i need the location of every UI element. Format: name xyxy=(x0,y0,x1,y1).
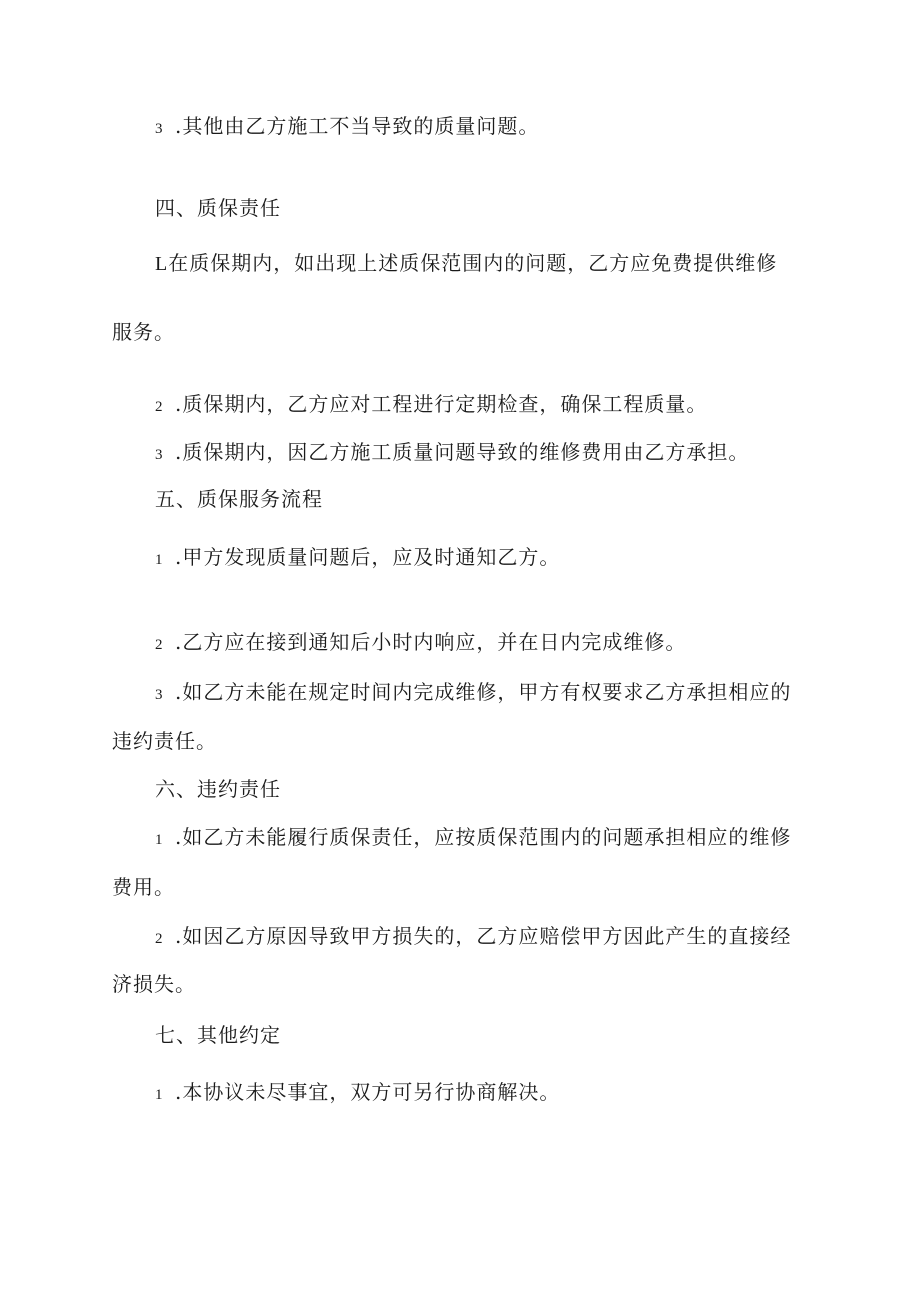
item-number: 1 xyxy=(155,552,164,568)
paragraph xyxy=(155,1078,560,1109)
item-number: 2 xyxy=(155,931,164,947)
section-heading: 六、违约责任 xyxy=(155,777,281,801)
item-number: 3 xyxy=(155,121,164,137)
paragraph xyxy=(155,249,777,278)
paragraph-text: .如因乙方原因导致甲方损失的，乙方应赔偿甲方因此产生的直接经 xyxy=(175,924,792,948)
paragraph-text: 在质保期内，如出现上述质保范围内的问题，乙方应免费提供维修 xyxy=(168,251,778,275)
section-heading: 七、其他约定 xyxy=(155,1023,281,1047)
paragraph-text: .其他由乙方施工不当导致的质量问题。 xyxy=(175,114,540,138)
item-number: 3 xyxy=(155,447,164,463)
paragraph-text: .如乙方未能履行质保责任，应按质保范围内的问题承担相应的维修 xyxy=(175,825,792,849)
item-number: L xyxy=(155,253,169,275)
paragraph-text: .如乙方未能在规定时间内完成维修，甲方有权要求乙方承担相应的 xyxy=(175,680,792,704)
paragraph-continuation: 费用。 xyxy=(112,875,175,899)
paragraph-text: .甲方发现质量问题后，应及时通知乙方。 xyxy=(175,545,561,569)
paragraph-continuation: 违约责任。 xyxy=(112,729,217,753)
paragraph-text: .质保期内，乙方应对工程进行定期检查，确保工程质量。 xyxy=(175,392,708,416)
section-heading: 四、质保责任 xyxy=(155,196,281,220)
item-number: 1 xyxy=(155,832,164,848)
section-heading: 五、质保服务流程 xyxy=(155,487,323,511)
paragraph-text: .乙方应在接到通知后小时内响应，并在日内完成维修。 xyxy=(175,630,687,654)
paragraph xyxy=(155,438,749,469)
paragraph xyxy=(155,678,791,709)
paragraph-continuation: 服务。 xyxy=(112,320,175,344)
paragraph xyxy=(155,543,560,574)
paragraph xyxy=(155,823,791,854)
paragraph-continuation: 济损失。 xyxy=(112,972,196,996)
item-number: 3 xyxy=(155,687,164,703)
paragraph xyxy=(155,922,791,953)
item-number: 1 xyxy=(155,1087,164,1103)
item-number: 2 xyxy=(155,399,164,415)
paragraph-text: .本协议未尽事宜，双方可另行协商解决。 xyxy=(175,1080,561,1104)
item-number: 2 xyxy=(155,637,164,653)
paragraph xyxy=(155,390,707,421)
paragraph xyxy=(155,628,686,659)
paragraph xyxy=(155,112,539,143)
paragraph-text: .质保期内，因乙方施工质量问题导致的维修费用由乙方承担。 xyxy=(175,440,750,464)
